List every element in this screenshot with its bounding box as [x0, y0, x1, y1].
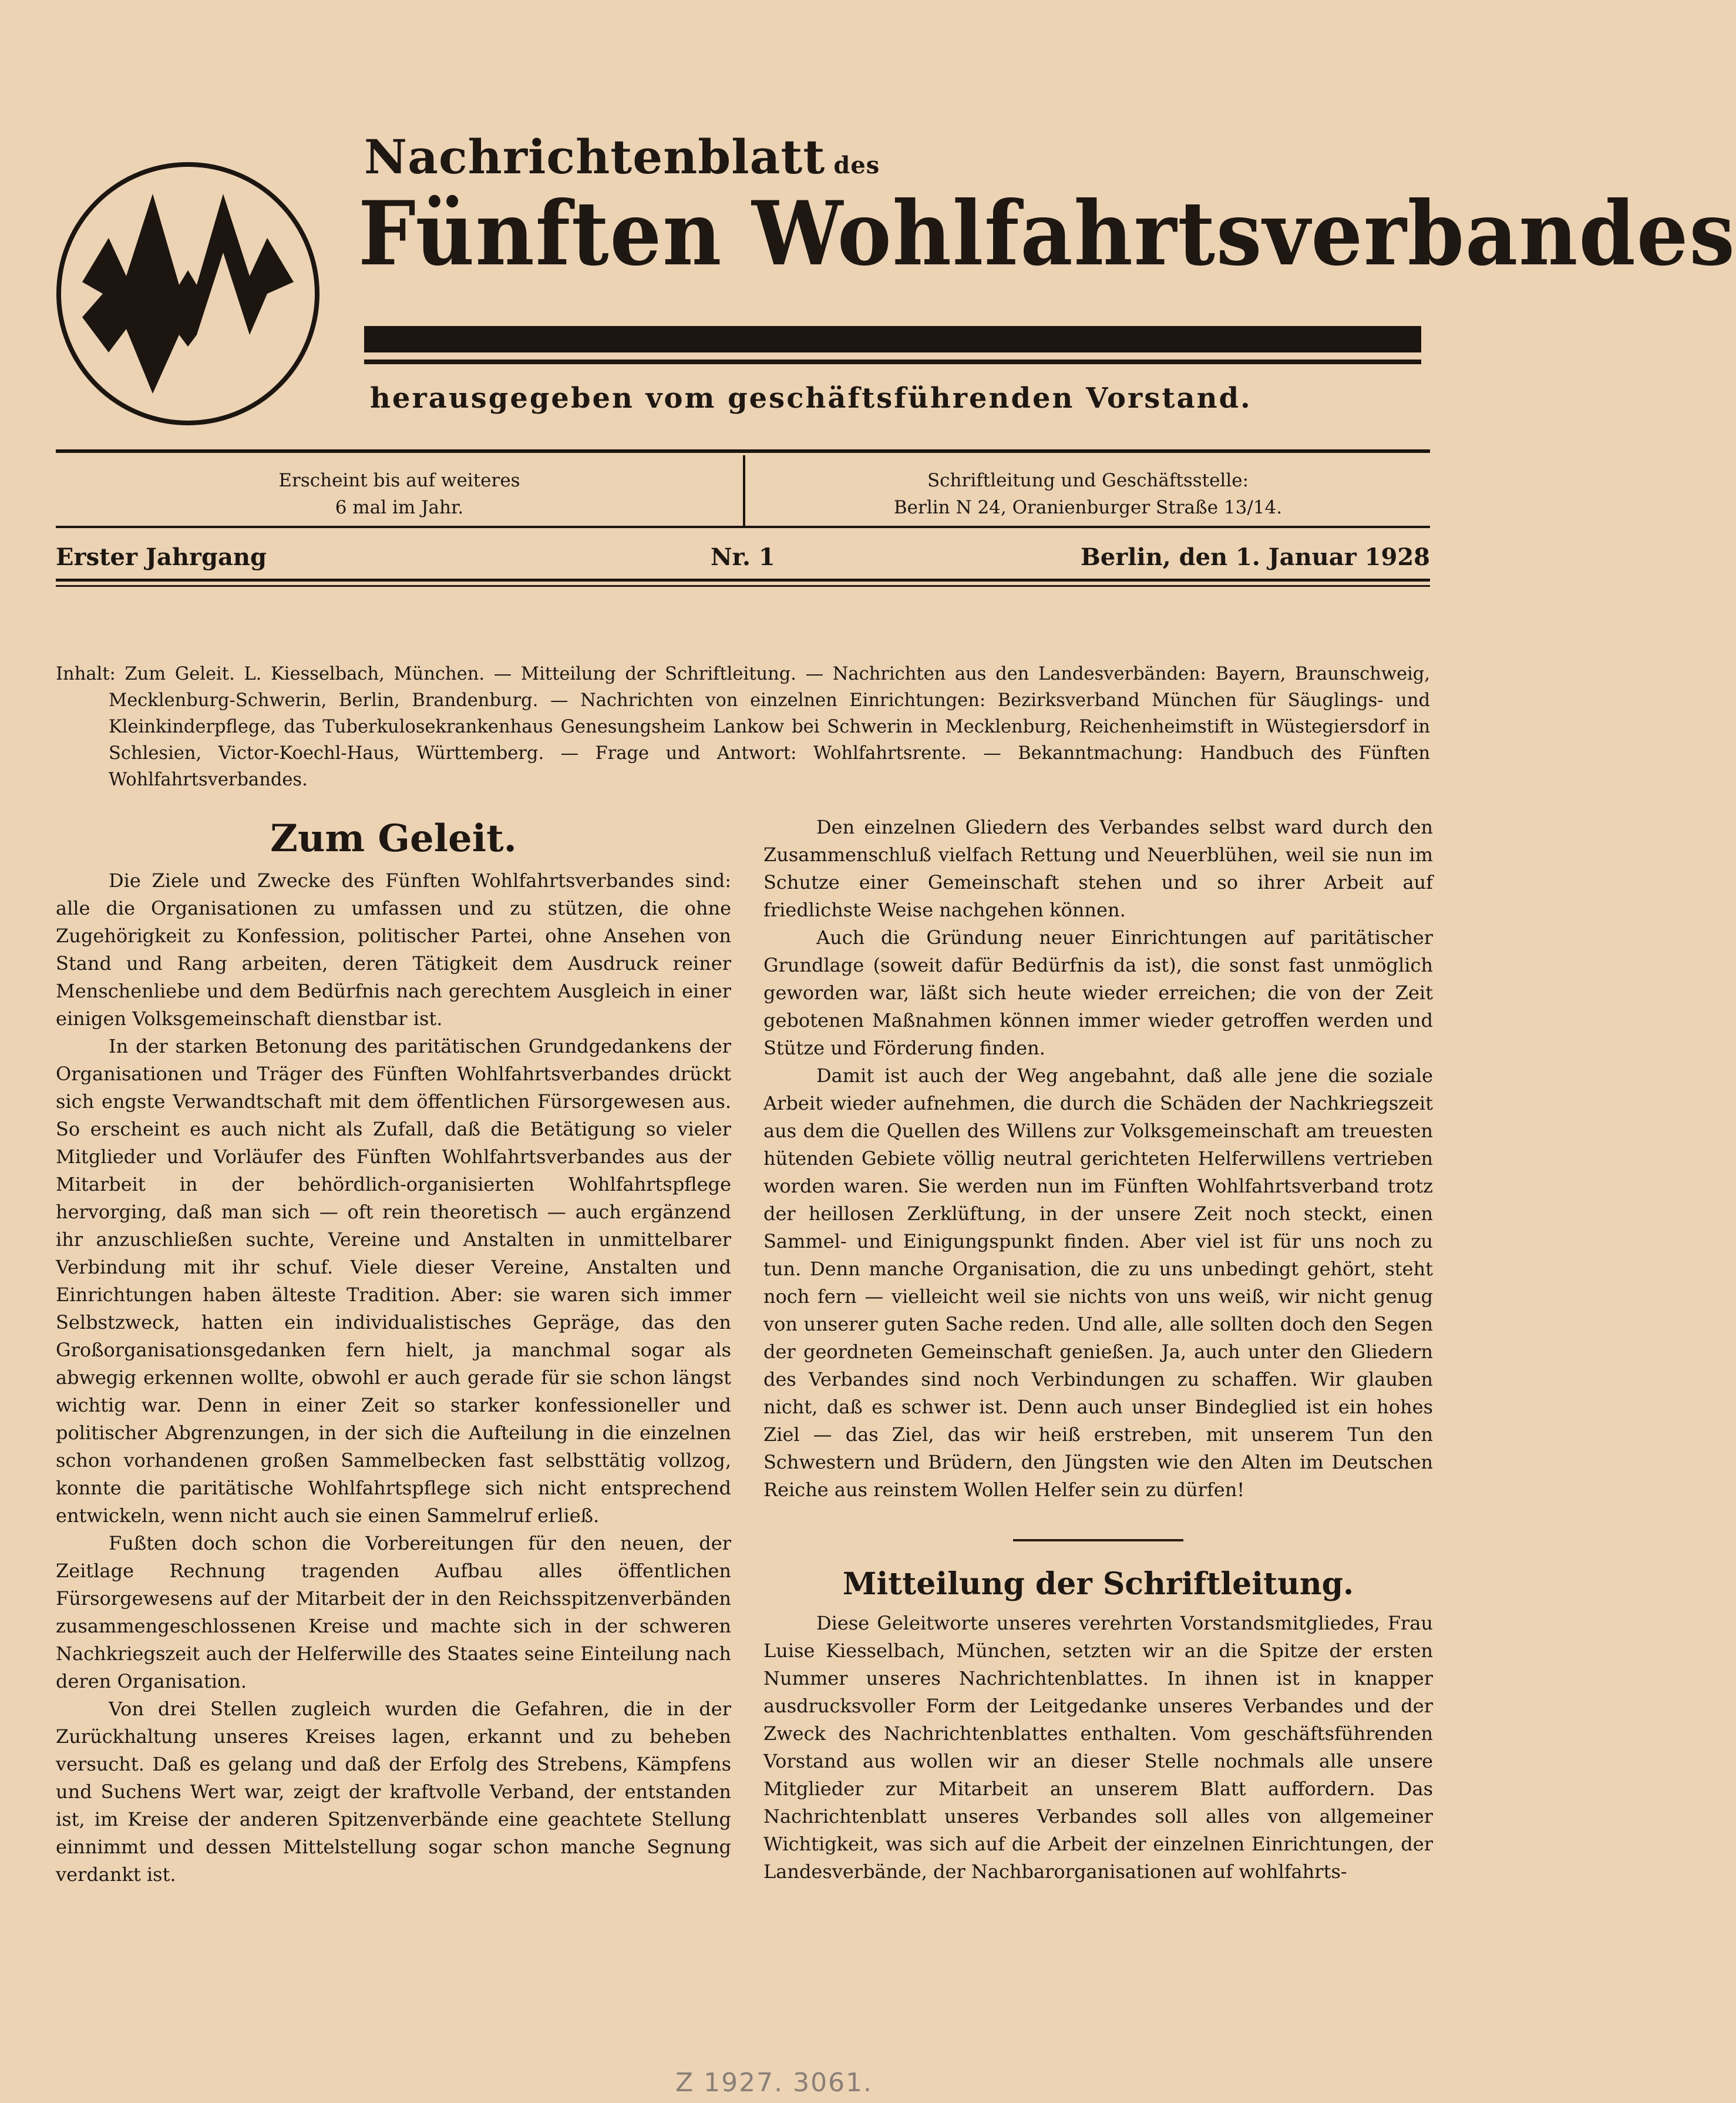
article-paragraph: Diese Geleitworte unseres verehrten Vorstandsmitgliedes, Frau Luise Kiesselbach, München, setzten wir an die Spitze der ersten Nummer unseres Nachrichtenblattes. In ihnen ist in knapper ausdrucksvoller Form der Leitgedanke unseres Verbandes und der Zweck des Nachrichtenblattes enthalten. Vom geschäftsführenden Vorstand aus wollen wir an dieser Stelle nochmals alle unsere Mitglieder zur Mitarbeit an unserem Blatt auffordern. Das Nachrichtenblatt unseres Verbandes soll alles von allgemeiner Wichtigkeit, was sich auf die Arbeit der einzelnen Einrichtungen, der Landesverbände, der Nachbarorganisationen auf wohlfahrts-: [763, 1612, 1433, 1883]
association-logo-icon: [53, 159, 323, 429]
frequency-line-1: Erscheint bis auf weiteres: [278, 470, 520, 491]
column-right: [763, 814, 1433, 1886]
masthead-title-word: Nachrichtenblatt: [364, 129, 826, 184]
article-paragraph: Auch die Gründung neuer Einrichtungen auf paritätischer Grundlage (soweit dafür Bedürfnis da ist), die sonst fast unmöglich geworden war, läßt sich heute wieder erreichen; die von der Zeit gebotenen Maßnahmen können immer wieder getroffen werden und Stütze und Förderung finden.: [763, 926, 1433, 1059]
masthead-title-big: Fünften Wohlfahrtsverbandes: [358, 182, 1736, 285]
issue-rule-2: [56, 585, 1430, 587]
address-line-1: Schriftleitung und Geschäftsstelle:: [927, 470, 1249, 491]
frequency-line-2: 6 mal im Jahr.: [335, 497, 464, 518]
info-divider: [743, 455, 745, 526]
info-bottom-rule: [56, 526, 1430, 528]
info-top-rule: [56, 449, 1430, 453]
issue-row: [56, 543, 1430, 579]
publication-frequency: [56, 467, 743, 521]
masthead-title-small: [364, 129, 880, 184]
editorial-address: [746, 467, 1430, 521]
masthead-title-des: des: [833, 152, 880, 179]
article-paragraph: Von drei Stellen zugleich wurden die Gefahren, die in der Zurückhaltung unseres Kreises lagen, erkannt und zu beheben versucht. Daß es gelang und daß der Erfolg des Strebens, Kämpfens und Suchens Wert war, zeigt der kraftvolle Verband, der entstanden ist, im Kreise der anderen Spitzenverbände eine geachtete Stellung einnimmt und dessen Mittelstellung sogar schon manche Segnung verdankt ist.: [56, 1698, 731, 1886]
article-paragraph: Damit ist auch der Weg angebahnt, daß alle jene die soziale Arbeit wieder aufnehmen, die durch die Schäden der Nachkriegszeit aus dem die Quellen des Willens zur Volksgemeinschaft am treuesten hütenden Gebiete völlig neutral gerichteten Helferwillens vertrieben worden waren. Sie werden nun im Fünften Wohlfahrtsverband trotz der heillosen Zerklüftung, in der unsere Zeit noch steckt, einen Sammel- und Einigungspunkt finden. Aber viel ist für uns noch zu tun. Denn manche Organisation, die zu uns unbedingt gehört, steht noch fern — vielleicht weil sie nichts von uns weiß, wir nicht genug von unserer guten Sache reden. Und alle, alle sollten doch den Segen der geordneten Gemeinschaft genießen. Ja, auch unter den Gliedern des Verbandes sind noch Verbindungen zu schaffen. Wir glauben nicht, daß es schwer ist. Denn auch unser Bindeglied ist ein hohes Ziel — das Ziel, das wir heiß erstreben, mit unserem Tun den Schwestern und Brüdern, den Jüngsten wie den Alten im Deutschen Reiche aus reinstem Wollen Helfer sein zu dürfen!: [763, 1064, 1433, 1501]
column-left: [56, 817, 731, 1889]
section-divider: [1013, 1539, 1183, 1541]
issue-rule-1: [56, 579, 1430, 582]
masthead-subtitle: herausgegeben vom geschäftsführenden Vorstand.: [370, 382, 1252, 415]
article-paragraph: Fußten doch schon die Vorbereitungen für den neuen, der Zeitlage Rechnung tragenden Aufbau alles öffentlichen Fürsorgewesens auf der Mitarbeit der in den Reichsspitzenverbänden zusammengeschlossenen Kreise und machte sich in der schweren Nachkriegszeit auch der Helferwille des Staates seine Einteilung nach deren Organisation.: [56, 1532, 731, 1692]
issue-number: Nr. 1: [711, 543, 775, 571]
masthead-thin-rule: [364, 360, 1421, 364]
volume-label: Erster Jahrgang: [56, 543, 267, 571]
article-heading-mitteilung: Mitteilung der Schriftleitung.: [842, 1566, 1354, 1602]
article-paragraph: Den einzelnen Gliedern des Verbandes selbst ward durch den Zusammenschluß vielfach Rettung und Neuerblühen, weil sie nun im Schutze einer Gemeinschaft stehen und so ihrer Arbeit auf friedlichste Weise nachgehen können.: [763, 816, 1433, 921]
article-heading-zum-geleit: Zum Geleit.: [270, 817, 517, 861]
contents-text: Inhalt: Zum Geleit. L. Kiesselbach, München. — Mitteilung der Schriftleitung. — Nachrichten aus den Landesverbänden: Bayern, Braunschweig, Mecklenburg-Schwerin, Berlin, Brandenburg. — Nachrichten von einzelnen Einrichtungen: Bezirksverband München für Säuglings- und Kleinkinderpflege, das Tuberkulosekrankenhaus Genesungsheim Lankow bei Schwerin in Mecklenburg, Reichenheimstift in Wüstegiersdorf in Schlesien, Victor-Koechl-Haus, Württemberg. — Frage und Antwort: Wohlfahrtsrente. — Bekanntmachung: Handbuch des Fünften Wohlfahrtsverbandes.: [56, 664, 1430, 790]
address-line-2: Berlin N 24, Oranienburger Straße 13/14.: [893, 497, 1283, 518]
table-of-contents: [56, 661, 1430, 793]
article-paragraph: Die Ziele und Zwecke des Fünften Wohlfahrtsverbandes sind: alle die Organisationen zu umfassen und zu stützen, die ohne Zugehörigkeit zu Konfession, politischer Partei, ohne Ansehen von Stand und Rang arbeiten, deren Tätigkeit dem Ausdruck reiner Menschenliebe und dem Bedürfnis nach gerechtem Ausgleich in einer einigen Volksgemeinschaft dienstbar ist.: [56, 869, 731, 1030]
issue-date: Berlin, den 1. Januar 1928: [1080, 543, 1430, 571]
archive-pencil-mark: Z 1927. 3061.: [675, 2068, 873, 2098]
masthead-thick-rule: [364, 326, 1421, 352]
article-paragraph: In der starken Betonung des paritätischen Grundgedankens der Organisationen und Träger des Fünften Wohlfahrtsverbandes drückt sich engste Verwandtschaft mit dem öffentlichen Fürsorgewesen aus. So erscheint es auch nicht als Zufall, daß die Betätigung so vieler Mitglieder und Vorläufer des Fünften Wohlfahrtsverbandes aus der Mitarbeit in der behördlich-organisierten Wohlfahrtspflege hervorging, daß man sich — oft rein theoretisch — auch ergänzend ihr anzuschließen suchte, Vereine und Anstalten in unmittelbarer Verbindung mit ihr schuf. Viele dieser Vereine, Anstalten und Einrichtungen haben älteste Tradition. Aber: sie waren sich immer Selbstzweck, hatten ein individualistisches Gepräge, das den Großorganisationsgedanken fern hielt, ja manchmal sogar als abwegig erkennen wollte, obwohl er auch gerade für sie schon längst wichtig war. Denn in einer Zeit so starker konfessioneller und politischer Abgrenzungen, in der sich die Aufteilung in die einzelnen schon vorhandenen großen Sammelbecken fast selbsttätig vollzog, konnte die paritätische Wohlfahrtspflege sich nicht entsprechend entwickeln, wenn nicht auch sie einen Sammelruf erließ.: [56, 1035, 731, 1527]
